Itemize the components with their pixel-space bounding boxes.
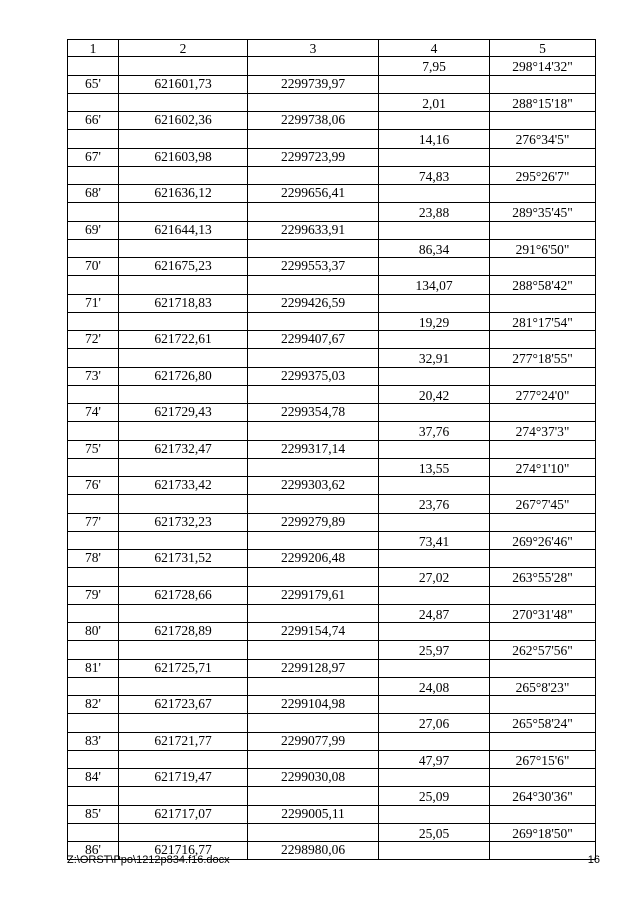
table-row-point bbox=[67, 623, 596, 641]
table-cell-col5: 277°24'0" bbox=[489, 386, 596, 403]
table-cell-col3 bbox=[247, 94, 378, 111]
table-row-segment bbox=[67, 787, 596, 805]
table-cell-col3 bbox=[247, 459, 378, 476]
table-cell-col4 bbox=[378, 696, 489, 713]
table-cell-col5: 265°58'24" bbox=[489, 714, 596, 731]
table-cell-col2 bbox=[118, 386, 247, 403]
column-header-2: 2 bbox=[118, 40, 247, 56]
table-cell-col5: 276°34'5" bbox=[489, 130, 596, 147]
table-cell-col4: 24,08 bbox=[378, 678, 489, 695]
table-cell-col2 bbox=[118, 167, 247, 184]
table-cell-col4: 14,16 bbox=[378, 130, 489, 147]
table-cell-col1 bbox=[67, 313, 118, 330]
table-cell-col3: 2299656,41 bbox=[247, 185, 378, 202]
table-row-segment bbox=[67, 641, 596, 659]
table-cell-col3: 2299030,08 bbox=[247, 769, 378, 786]
table-cell-col2: 621728,66 bbox=[118, 587, 247, 604]
table-cell-col5: 281°17'54" bbox=[489, 313, 596, 330]
table-cell-col3: 2299354,78 bbox=[247, 404, 378, 421]
table-cell-col3: 2299317,14 bbox=[247, 441, 378, 458]
coordinates-table bbox=[67, 39, 596, 860]
table-cell-col1 bbox=[67, 459, 118, 476]
table-cell-col1 bbox=[67, 94, 118, 111]
table-cell-col3 bbox=[247, 678, 378, 695]
table-cell-col2: 621718,83 bbox=[118, 295, 247, 312]
table-cell-col2 bbox=[118, 57, 247, 74]
table-row-segment bbox=[67, 751, 596, 769]
table-cell-col2 bbox=[118, 313, 247, 330]
table-row-segment bbox=[67, 276, 596, 294]
table-cell-col2: 621603,98 bbox=[118, 149, 247, 166]
table-cell-col1: 68' bbox=[67, 185, 118, 202]
footer-page-number: 16 bbox=[587, 854, 600, 866]
table-cell-col1: 75' bbox=[67, 441, 118, 458]
table-cell-col3: 2299279,89 bbox=[247, 514, 378, 531]
table-cell-col2 bbox=[118, 276, 247, 293]
table-cell-col1 bbox=[67, 641, 118, 658]
table-cell-col1: 71' bbox=[67, 295, 118, 312]
table-cell-col4 bbox=[378, 842, 489, 859]
table-cell-col3: 2299179,61 bbox=[247, 587, 378, 604]
table-cell-col1: 69' bbox=[67, 222, 118, 239]
table-row-point bbox=[67, 368, 596, 386]
table-cell-col4 bbox=[378, 331, 489, 348]
table-cell-col1 bbox=[67, 167, 118, 184]
table-cell-col4: 37,76 bbox=[378, 422, 489, 439]
table-cell-col4 bbox=[378, 623, 489, 640]
table-cell-col1: 76' bbox=[67, 477, 118, 494]
table-cell-col3: 2299723,99 bbox=[247, 149, 378, 166]
table-cell-col1: 86' bbox=[67, 842, 118, 859]
table-cell-col4 bbox=[378, 149, 489, 166]
table-cell-col4 bbox=[378, 185, 489, 202]
table-row-point bbox=[67, 696, 596, 714]
table-cell-col1: 85' bbox=[67, 806, 118, 823]
table-cell-col4 bbox=[378, 441, 489, 458]
table-cell-col1 bbox=[67, 203, 118, 220]
table-row-point bbox=[67, 733, 596, 751]
table-cell-col1 bbox=[67, 568, 118, 585]
table-cell-col2 bbox=[118, 568, 247, 585]
table-cell-col5 bbox=[489, 806, 596, 823]
table-cell-col3: 2299426,59 bbox=[247, 295, 378, 312]
table-cell-col3 bbox=[247, 203, 378, 220]
table-cell-col5: 274°1'10" bbox=[489, 459, 596, 476]
table-header-row bbox=[67, 39, 596, 57]
table-cell-col3 bbox=[247, 532, 378, 549]
table-cell-col4: 134,07 bbox=[378, 276, 489, 293]
table-cell-col1 bbox=[67, 532, 118, 549]
table-cell-col5 bbox=[489, 623, 596, 640]
table-cell-col4: 47,97 bbox=[378, 751, 489, 768]
table-row-point bbox=[67, 404, 596, 422]
table-cell-col1: 79' bbox=[67, 587, 118, 604]
table-row-point bbox=[67, 550, 596, 568]
table-row-segment bbox=[67, 94, 596, 112]
table-row-segment bbox=[67, 313, 596, 331]
table-cell-col1: 65' bbox=[67, 76, 118, 93]
table-row-segment bbox=[67, 57, 596, 75]
table-cell-col1: 80' bbox=[67, 623, 118, 640]
table-cell-col4: 23,88 bbox=[378, 203, 489, 220]
table-cell-col5 bbox=[489, 514, 596, 531]
table-cell-col4: 25,05 bbox=[378, 824, 489, 841]
table-cell-col1 bbox=[67, 386, 118, 403]
table-cell-col3 bbox=[247, 349, 378, 366]
table-cell-col1: 82' bbox=[67, 696, 118, 713]
table-cell-col5 bbox=[489, 477, 596, 494]
table-cell-col4 bbox=[378, 806, 489, 823]
table-cell-col2: 621636,12 bbox=[118, 185, 247, 202]
table-cell-col3: 2299104,98 bbox=[247, 696, 378, 713]
table-cell-col3: 2299375,03 bbox=[247, 368, 378, 385]
table-cell-col2 bbox=[118, 678, 247, 695]
table-cell-col3: 2299206,48 bbox=[247, 550, 378, 567]
table-cell-col2: 621733,42 bbox=[118, 477, 247, 494]
table-cell-col5 bbox=[489, 368, 596, 385]
table-row-segment bbox=[67, 532, 596, 550]
table-cell-col3: 2299077,99 bbox=[247, 733, 378, 750]
table-cell-col2 bbox=[118, 824, 247, 841]
column-header-3: 3 bbox=[247, 40, 378, 56]
table-cell-col4 bbox=[378, 514, 489, 531]
table-cell-col4 bbox=[378, 550, 489, 567]
table-cell-col5 bbox=[489, 149, 596, 166]
table-cell-col5: 264°30'36" bbox=[489, 787, 596, 804]
table-cell-col1 bbox=[67, 714, 118, 731]
table-row-point bbox=[67, 258, 596, 276]
table-cell-col4: 25,97 bbox=[378, 641, 489, 658]
table-cell-col5: 291°6'50" bbox=[489, 240, 596, 257]
table-cell-col2: 621732,23 bbox=[118, 514, 247, 531]
table-cell-col5: 267°7'45" bbox=[489, 495, 596, 512]
table-row-segment bbox=[67, 605, 596, 623]
table-cell-col1: 66' bbox=[67, 112, 118, 129]
table-cell-col4 bbox=[378, 368, 489, 385]
table-cell-col3: 2299553,37 bbox=[247, 258, 378, 275]
footer-file-path: Z:\ORST\Ppo\1212p834.f16.docx bbox=[67, 854, 230, 866]
table-cell-col5: 262°57'56" bbox=[489, 641, 596, 658]
table-cell-col2: 621602,36 bbox=[118, 112, 247, 129]
table-row-segment bbox=[67, 459, 596, 477]
table-cell-col5 bbox=[489, 842, 596, 859]
table-cell-col2: 621728,89 bbox=[118, 623, 247, 640]
table-cell-col4 bbox=[378, 587, 489, 604]
table-cell-col5 bbox=[489, 112, 596, 129]
table-row-point bbox=[67, 185, 596, 203]
table-row-point bbox=[67, 441, 596, 459]
table-cell-col3: 2299738,06 bbox=[247, 112, 378, 129]
table-cell-col3 bbox=[247, 57, 378, 74]
table-cell-col1: 74' bbox=[67, 404, 118, 421]
table-cell-col3 bbox=[247, 240, 378, 257]
table-row-segment bbox=[67, 203, 596, 221]
table-cell-col2 bbox=[118, 714, 247, 731]
table-cell-col2 bbox=[118, 459, 247, 476]
table-cell-col1 bbox=[67, 787, 118, 804]
table-cell-col2 bbox=[118, 94, 247, 111]
table-cell-col1 bbox=[67, 130, 118, 147]
table-cell-col1 bbox=[67, 678, 118, 695]
table-cell-col5: 267°15'6" bbox=[489, 751, 596, 768]
table-cell-col1 bbox=[67, 57, 118, 74]
table-cell-col5: 274°37'3" bbox=[489, 422, 596, 439]
table-cell-col4: 27,06 bbox=[378, 714, 489, 731]
table-cell-col5 bbox=[489, 696, 596, 713]
table-cell-col1 bbox=[67, 824, 118, 841]
table-cell-col2: 621729,43 bbox=[118, 404, 247, 421]
table-cell-col1 bbox=[67, 495, 118, 512]
table-cell-col2: 621716,77 bbox=[118, 842, 247, 859]
table-cell-col5: 298°14'32" bbox=[489, 57, 596, 74]
table-cell-col3: 2299154,74 bbox=[247, 623, 378, 640]
table-cell-col3 bbox=[247, 167, 378, 184]
table-cell-col2: 621732,47 bbox=[118, 441, 247, 458]
table-cell-col3 bbox=[247, 276, 378, 293]
table-cell-col4: 24,87 bbox=[378, 605, 489, 622]
table-row-segment bbox=[67, 678, 596, 696]
table-cell-col5: 269°26'46" bbox=[489, 532, 596, 549]
table-row-point bbox=[67, 331, 596, 349]
table-cell-col2: 621675,23 bbox=[118, 258, 247, 275]
table-row-point bbox=[67, 806, 596, 824]
table-cell-col4: 27,02 bbox=[378, 568, 489, 585]
table-cell-col2 bbox=[118, 240, 247, 257]
table-cell-col2 bbox=[118, 203, 247, 220]
table-row-point bbox=[67, 76, 596, 94]
table-cell-col4: 23,76 bbox=[378, 495, 489, 512]
table-cell-col5: 265°8'23" bbox=[489, 678, 596, 695]
column-header-4: 4 bbox=[378, 40, 489, 56]
table-cell-col2: 621731,52 bbox=[118, 550, 247, 567]
table-cell-col3: 2299739,97 bbox=[247, 76, 378, 93]
table-cell-col2 bbox=[118, 349, 247, 366]
table-cell-col4: 2,01 bbox=[378, 94, 489, 111]
table-row-segment bbox=[67, 568, 596, 586]
table-cell-col1 bbox=[67, 276, 118, 293]
table-cell-col3: 2299005,11 bbox=[247, 806, 378, 823]
table-cell-col5: 295°26'7" bbox=[489, 167, 596, 184]
table-cell-col5: 289°35'45" bbox=[489, 203, 596, 220]
table-row-segment bbox=[67, 422, 596, 440]
table-cell-col3 bbox=[247, 495, 378, 512]
table-cell-col1: 83' bbox=[67, 733, 118, 750]
table-row-point bbox=[67, 112, 596, 130]
table-cell-col4: 7,95 bbox=[378, 57, 489, 74]
table-cell-col4 bbox=[378, 295, 489, 312]
table-cell-col5 bbox=[489, 222, 596, 239]
table-cell-col1: 67' bbox=[67, 149, 118, 166]
table-cell-col4 bbox=[378, 733, 489, 750]
column-header-1: 1 bbox=[67, 40, 118, 56]
table-cell-col1 bbox=[67, 422, 118, 439]
table-row-point bbox=[67, 477, 596, 495]
table-cell-col2: 621721,77 bbox=[118, 733, 247, 750]
table-cell-col3 bbox=[247, 824, 378, 841]
table-cell-col2: 621722,61 bbox=[118, 331, 247, 348]
table-cell-col4: 13,55 bbox=[378, 459, 489, 476]
table-cell-col3 bbox=[247, 130, 378, 147]
table-cell-col5: 277°18'55" bbox=[489, 349, 596, 366]
table-cell-col1 bbox=[67, 605, 118, 622]
table-cell-col2: 621644,13 bbox=[118, 222, 247, 239]
table-cell-col3: 2298980,06 bbox=[247, 842, 378, 859]
table-cell-col2 bbox=[118, 422, 247, 439]
table-cell-col5 bbox=[489, 258, 596, 275]
table-cell-col2: 621723,67 bbox=[118, 696, 247, 713]
table-cell-col2 bbox=[118, 605, 247, 622]
table-row-point bbox=[67, 295, 596, 313]
table-cell-col4 bbox=[378, 477, 489, 494]
table-cell-col1 bbox=[67, 240, 118, 257]
table-cell-col3 bbox=[247, 714, 378, 731]
table-cell-col2: 621725,71 bbox=[118, 660, 247, 677]
table-row-segment bbox=[67, 714, 596, 732]
table-cell-col3 bbox=[247, 313, 378, 330]
table-cell-col4: 19,29 bbox=[378, 313, 489, 330]
table-cell-col3 bbox=[247, 605, 378, 622]
table-cell-col5 bbox=[489, 404, 596, 421]
table-cell-col5: 288°15'18" bbox=[489, 94, 596, 111]
table-cell-col3 bbox=[247, 386, 378, 403]
table-cell-col2: 621717,07 bbox=[118, 806, 247, 823]
table-cell-col2 bbox=[118, 787, 247, 804]
table-row-point bbox=[67, 514, 596, 532]
table-cell-col5 bbox=[489, 441, 596, 458]
table-row-segment bbox=[67, 130, 596, 148]
table-cell-col1: 70' bbox=[67, 258, 118, 275]
table-cell-col2: 621719,47 bbox=[118, 769, 247, 786]
table-cell-col3: 2299633,91 bbox=[247, 222, 378, 239]
table-cell-col5: 269°18'50" bbox=[489, 824, 596, 841]
table-cell-col3: 2299128,97 bbox=[247, 660, 378, 677]
table-cell-col2 bbox=[118, 641, 247, 658]
table-cell-col3 bbox=[247, 568, 378, 585]
table-cell-col4: 32,91 bbox=[378, 349, 489, 366]
table-cell-col4 bbox=[378, 222, 489, 239]
table-cell-col3 bbox=[247, 787, 378, 804]
table-cell-col1 bbox=[67, 349, 118, 366]
table-cell-col1 bbox=[67, 751, 118, 768]
table-cell-col4 bbox=[378, 769, 489, 786]
table-cell-col4 bbox=[378, 258, 489, 275]
table-cell-col4: 74,83 bbox=[378, 167, 489, 184]
table-row-point bbox=[67, 769, 596, 787]
table-cell-col5: 270°31'48" bbox=[489, 605, 596, 622]
table-cell-col5 bbox=[489, 185, 596, 202]
table-cell-col1: 72' bbox=[67, 331, 118, 348]
table-cell-col2 bbox=[118, 495, 247, 512]
table-row-point bbox=[67, 149, 596, 167]
table-cell-col4: 20,42 bbox=[378, 386, 489, 403]
table-row-point bbox=[67, 222, 596, 240]
column-header-5: 5 bbox=[489, 40, 596, 56]
table-row-segment bbox=[67, 349, 596, 367]
table-cell-col5 bbox=[489, 295, 596, 312]
table-cell-col5: 263°55'28" bbox=[489, 568, 596, 585]
table-cell-col3: 2299303,62 bbox=[247, 477, 378, 494]
table-cell-col4 bbox=[378, 76, 489, 93]
table-cell-col2 bbox=[118, 130, 247, 147]
table-row-segment bbox=[67, 240, 596, 258]
table-cell-col4 bbox=[378, 112, 489, 129]
table-cell-col1: 77' bbox=[67, 514, 118, 531]
table-row-segment bbox=[67, 824, 596, 842]
table-cell-col5 bbox=[489, 331, 596, 348]
table-row-point bbox=[67, 660, 596, 678]
table-cell-col2: 621601,73 bbox=[118, 76, 247, 93]
table-row-segment bbox=[67, 386, 596, 404]
table-row-segment bbox=[67, 167, 596, 185]
table-cell-col1: 73' bbox=[67, 368, 118, 385]
table-cell-col5 bbox=[489, 76, 596, 93]
table-cell-col4 bbox=[378, 660, 489, 677]
table-cell-col2 bbox=[118, 751, 247, 768]
table-cell-col1: 78' bbox=[67, 550, 118, 567]
table-cell-col3: 2299407,67 bbox=[247, 331, 378, 348]
table-cell-col5 bbox=[489, 550, 596, 567]
table-cell-col4: 73,41 bbox=[378, 532, 489, 549]
table-row-segment bbox=[67, 495, 596, 513]
table-cell-col3 bbox=[247, 641, 378, 658]
table-cell-col5 bbox=[489, 769, 596, 786]
table-cell-col3 bbox=[247, 422, 378, 439]
table-cell-col3 bbox=[247, 751, 378, 768]
table-cell-col1: 84' bbox=[67, 769, 118, 786]
table-row-point bbox=[67, 587, 596, 605]
table-cell-col4 bbox=[378, 404, 489, 421]
table-cell-col4: 86,34 bbox=[378, 240, 489, 257]
table-cell-col2 bbox=[118, 532, 247, 549]
table-cell-col5 bbox=[489, 660, 596, 677]
table-cell-col4: 25,09 bbox=[378, 787, 489, 804]
table-cell-col5 bbox=[489, 587, 596, 604]
table-cell-col5 bbox=[489, 733, 596, 750]
table-cell-col2: 621726,80 bbox=[118, 368, 247, 385]
table-cell-col1: 81' bbox=[67, 660, 118, 677]
table-cell-col5: 288°58'42" bbox=[489, 276, 596, 293]
